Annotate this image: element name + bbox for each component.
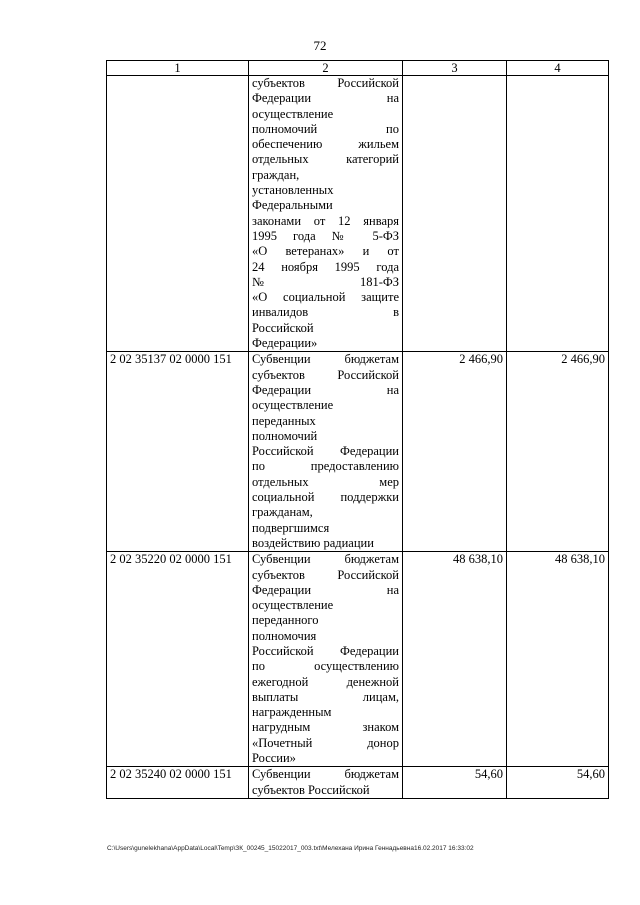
column-header-2: 2 [249,61,403,76]
description-line: инвалидов в [252,305,399,320]
amount-cell-col3: 2 466,90 [403,352,507,552]
page-number: 72 [313,38,327,53]
description-line: по осуществлению [252,659,399,674]
footer-file-path: C:\Users\gunelekhana\AppData\Local\Temp\ЗК_00245_15022017_003.txt\Мелехана Ирина Геннадьевна16.02.2017 16:33:02 [107,845,474,852]
description-line: переданного [252,613,319,628]
description-line: Федерации» [252,336,318,351]
column-header-3: 3 [403,61,507,76]
table-row [107,767,609,799]
description-line: Субвенции бюджетам [252,352,399,367]
table-row [107,552,609,767]
description-line: 1995 года № 5-ФЗ [252,228,399,243]
description-line: 24 ноября 1995 года [252,259,399,274]
budget-table [106,60,609,799]
description-cell [249,352,403,552]
description-line: Российской [252,320,314,335]
description-line: отдельных категорий [252,152,399,167]
description-line: ежегодной денежной [252,674,399,689]
description-line: России» [252,751,296,766]
description-line: «О социальной защите [252,290,399,305]
amount-cell-col4: 2 466,90 [507,352,609,552]
description-line: по предоставлению [252,459,399,474]
amount-cell-col3 [403,76,507,352]
table-row [107,76,609,352]
description-line: Федерации на [252,91,399,106]
description-line: полномочия [252,628,317,643]
description-cell [249,767,403,799]
description-line: нагрудным знаком [252,720,399,735]
description-line: «О ветеранах» и от [252,244,399,259]
description-line: подвергшимся [252,520,330,535]
description-line: законами от 12 января [252,213,399,228]
description-line: Субвенции бюджетам [252,552,399,567]
amount-cell-col3: 48 638,10 [403,552,507,767]
description-line: Федерации на [252,582,399,597]
budget-code-cell [107,76,249,352]
amount-cell-col3: 54,60 [403,767,507,799]
description-line: выплаты лицам, [252,689,399,704]
description-line: социальной поддержки [252,490,399,505]
description-line: субъектов Российской [252,782,370,797]
description-line: воздействию радиации [252,535,374,550]
description-line: отдельных мер [252,474,399,489]
description-line: Федеральными [252,198,333,213]
table-row [107,352,609,552]
description-line: осуществление [252,598,334,613]
description-line: Российской Федерации [252,643,399,658]
description-line: установленных [252,183,334,198]
description-line: переданных [252,413,316,428]
amount-cell-col4: 54,60 [507,767,609,799]
budget-code-cell: 2 02 35137 02 0000 151 [107,352,249,552]
description-line: Субвенции бюджетам [252,767,399,782]
description-line: «Почетный донор [252,735,399,750]
description-line: Федерации на [252,382,399,397]
description-line: гражданам, [252,505,313,520]
description-cell [249,76,403,352]
description-line: субъектов Российской [252,76,399,90]
description-line: субъектов Российской [252,367,399,382]
description-line: № 181-ФЗ [252,274,399,289]
budget-code-cell: 2 02 35240 02 0000 151 [107,767,249,799]
description-line: полномочий по [252,121,399,136]
amount-cell-col4 [507,76,609,352]
description-line: Российской Федерации [252,444,399,459]
budget-code-cell: 2 02 35220 02 0000 151 [107,552,249,767]
description-line: субъектов Российской [252,567,399,582]
description-line: полномочий [252,428,318,443]
description-line: осуществление [252,398,334,413]
description-cell [249,552,403,767]
description-line: осуществление [252,106,334,121]
column-header-1: 1 [107,61,249,76]
table-header-row [107,61,609,76]
description-line: обеспечению жильем [252,137,399,152]
amount-cell-col4: 48 638,10 [507,552,609,767]
description-line: граждан, [252,167,300,182]
column-header-4: 4 [507,61,609,76]
description-line: награжденным [252,705,332,720]
